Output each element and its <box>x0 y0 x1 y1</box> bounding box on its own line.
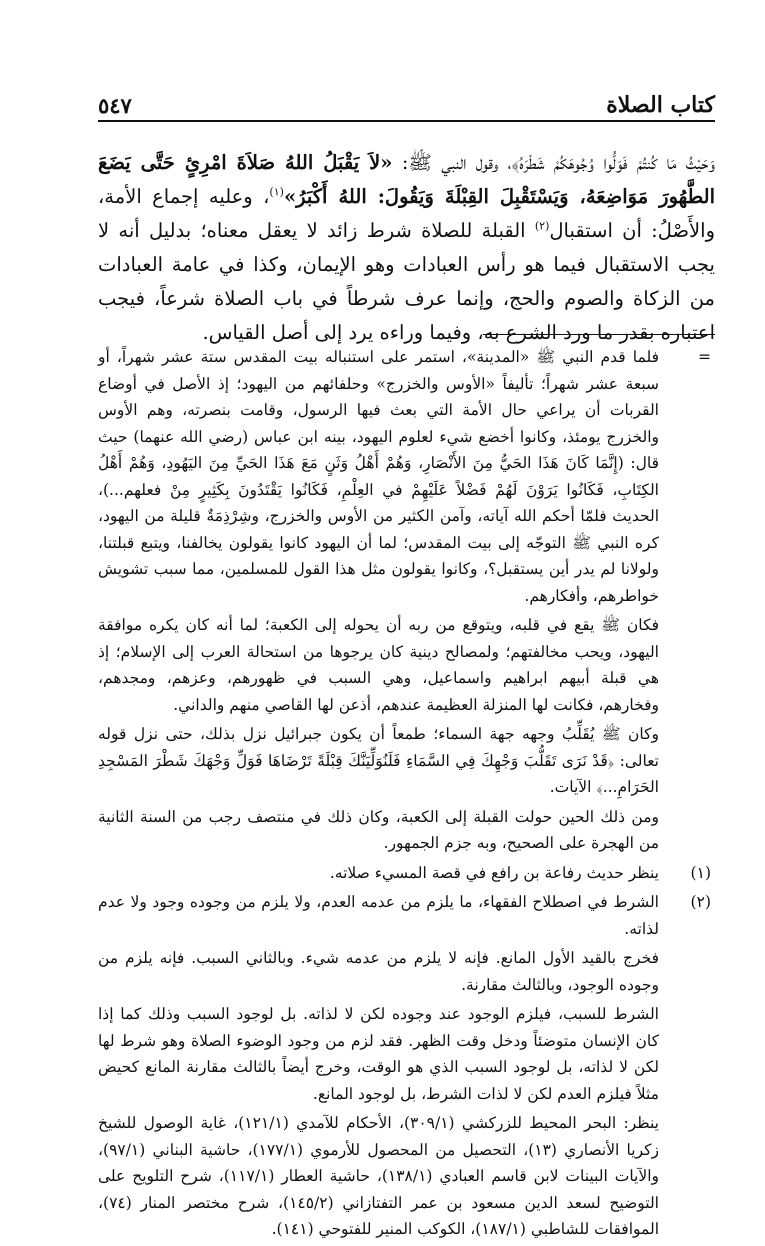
footnote-paragraph: فلما قدم النبي ﷺ «المدينة»، استمر على استنباله بيت المقدس ستة عشر شهراً، أو سبعة عشر شهراً؛ تأليفاً «الأوس والخزرج» وحلفائهم من اليهود؛ إذ الأصل في أوضاع القربات أن يراعي حال الأمة التي بعث فيها الرسول، وقامت بنصرته، وهم الأوس والخزرج يومئذ، وكانوا أخضع شيء لعلوم اليهود، بينه ابن عباس (رضي الله عنهما) حيث قال: (إِنَّمَا كَانَ هَذَا الحَيُّ مِنَ الأَنْصَارِ، وَهُمْ أَهْلُ وَثَنٍ مَعَ هَذَا الحَيِّ مِنَ اليَهُودِ، وَهُمْ أَهْلُ الكِتَابِ، فَكَانُوا يَرَوْنَ لَهُمْ فَضْلاً عَلَيْهِمْ في العِلْمِ، فَكَانُوا يَقْتَدُونَ بِكَثِيرٍ مِنْ فعلهم...)، الحديث فلمّا أحكم الله آياته، وآمن الكثير من الأوس والخزرج، وشِرْذِمَةٌ قليلة من اليهود، كره النبي ﷺ التوجّه إلى بيت المقدس؛ لما أن اليهود كانوا يقولون يخالفنا، ويتبع قبلتنا، ولولانا لم يدر أين يستقبل؟، وكانوا يقولون مثل هذا القول للمسلمين، مما سبب تشويش خواطرهم، وأفكارهم. <box>98 348 659 605</box>
footnote-paragraph: ومن ذلك الحين حولت القبلة إلى الكعبة، وكان ذلك في منتصف رجب من السنة الثانية من الهجرة على الصحيح، وبه جزم الجمهور. <box>98 807 659 852</box>
main-seg-1: وَحَيْثُ مَا كُنتُمْ فَوَلُّوا وُجُوهَكُمْ شَطْرَهُ﴾، وقول النبي ﷺ: <box>392 151 715 174</box>
footnotes <box>98 344 715 1246</box>
running-title: كتاب الصلاة <box>606 92 715 118</box>
page-header <box>98 92 715 122</box>
main-text <box>98 146 715 350</box>
main-paragraph <box>98 146 715 350</box>
footnote-separator <box>483 334 715 335</box>
footnote-1-number: (١) <box>690 863 711 882</box>
page-number: ٥٤٧ <box>98 93 132 118</box>
footnote-2-number: (٢) <box>690 893 711 911</box>
footnote-2-example: الشرط للسبب، فيلزم الوجود عند وجوده لكن لا لذاته. بل لوجود السبب وذلك كما إذا كان الإنسان متوضئاً ودخل وقت الظهر. فقد لزم من وجود الوضوء الصلاة وهو شرط لها لكن لا لذاته، بل لوجود السبب الذي هو الوقت، وخرج أيضاً بالثالث مقارنة المانع كحيض مثلاً فيلزم العدم لكن لا لذات الشرط، بل لوجود المانع. <box>98 1005 659 1103</box>
footnote-ref-1: (١) <box>269 185 284 199</box>
continuation-mark: = <box>698 348 711 366</box>
footnote-2-definition: الشرط في اصطلاح الفقهاء، ما يلزم من عدمه العدم، ولا يلزم من وجوده وجود ولا عدم لذاته. <box>98 893 659 938</box>
footnote-1 <box>98 860 715 887</box>
footnote-ref-2: (٢) <box>534 219 550 233</box>
footnote-paragraph: فكان ﷺ يقع في قلبه، ويتوقع من ربه أن يحوله إلى الكعبة؛ لما أنه كان يكره موافقة اليهود، ويحب مخالفتهم؛ ولمصالح دينية كان يرجوها من استحالة العرب إلى الإسلام؛ إذ هي قبلة أبيهم ابراهيم واسماعيل، وهي السبب في ظهورهم، وعزهم، ومجدهم، وفخارهم، فكانت لها المنزلة العظيمة عندهم، أذعن لها القاصي منهم والداني. <box>98 616 659 714</box>
footnote-2-references: ينظر: البحر المحيط للزركشي (٣٠٩/١)، الأحكام للآمدي (١٢١/١)، غاية الوصول للشيخ زكريا الأنصاري (١٣)، التحصيل من المحصول للأرموي (١٧٧/١)، حاشية البناني (٩٧/١)، والآيات البينات لابن قاسم العبادي (١٣٨/١)، حاشية العطار (١١٧/١)، شرح التلويح على التوضيح لسعد الدين مسعود بن عمر التفتازاني (١٤٥/٢)، شرح مختصر المنار (٧٤)، الموافقات للشاطبي (١٨٧/١)، الكوكب المنير للفتوحي (١٤١). <box>98 1114 659 1238</box>
hadith-quote: «لاَ يَقْبَلُ اللهُ صَلاَةَ امْرِئٍ حَتَّى يَضَعَ الطَّهُورَ مَوَاضِعَهُ، وَيَسْتَقْبِلَ القِبْلَةَ وَيَقُولَ: اللهُ أَكْبَرُ» <box>98 151 716 208</box>
footnote-2 <box>98 889 715 1243</box>
footnote-continuation <box>98 344 715 857</box>
footnote-2-explanation: فخرج بالقيد الأول المانع. فإنه لا يلزم من عدمه شيء. وبالثاني السبب. فإنه يلزم من وجوده الوجود، وبالثالث مقارنة. <box>98 949 659 994</box>
footnote-paragraph: وكان ﷺ يُقَلِّبُ وجهه جهة السماء؛ طمعاً أن يكون جبرائيل نزل بذلك، حتى نزل قوله تعالى: ﴿قَدْ نَرَى تَقَلُّبَ وَجْهِكَ فِي السَّمَاءِ فَلَنُوَلِّيَنَّكَ قِبْلَةً تَرْضَاهَا فَوَلِّ وَجْهَكَ شَطْرَ المَسْجِدِ الحَرَامِ...﴾ الآيات. <box>98 725 659 796</box>
main-seg-2: ، وعليه إجماع الأمة، والأَصْلُ: أن استقبال <box>98 185 715 242</box>
footnote-1-text: ينظر حديث رفاعة بن رافع في قصة المسيء صلاته. <box>329 863 659 882</box>
main-seg-3: القبلة للصلاة شرط زائد لا يعقل معناه؛ بدليل أنه لا يجب الاستقبال فيما هو رأس العبادات وهو الإيمان، وكذا في عامة العبادات من الزكاة والصوم والحج، وإنما عرف شرطاً في باب الصلاة شرعاً، فيجب اعتباره بقدر ما ورد الشرع به، وفيما وراءه يرد إلى أصل القياس. <box>98 219 715 344</box>
